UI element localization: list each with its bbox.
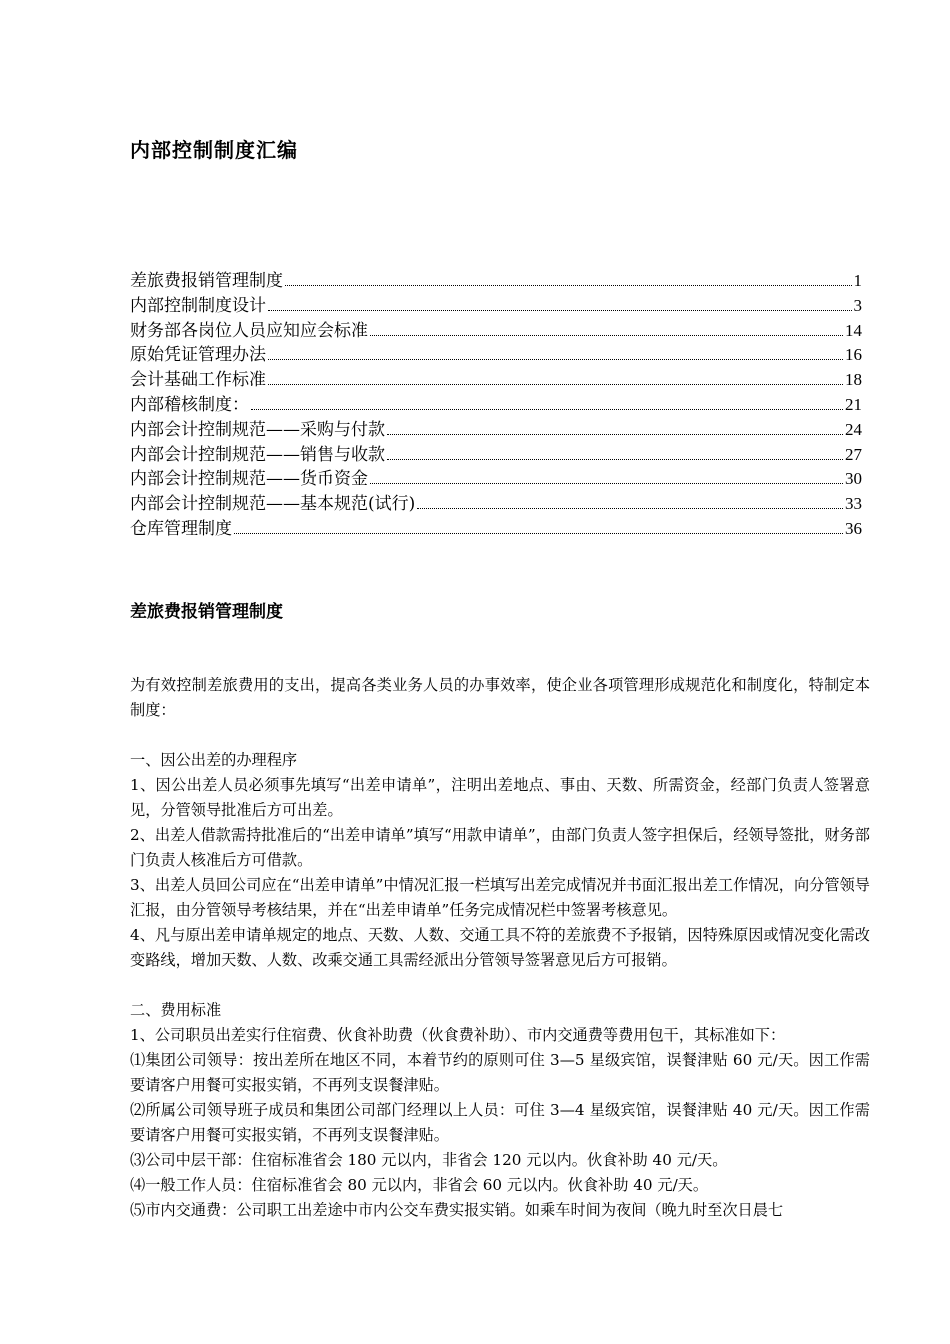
intro-paragraph: 为有效控制差旅费用的支出，提高各类业务人员的办事效率，使企业各项管理形成规范化和制度化，特制定本制度：: [130, 676, 870, 719]
part2-item: ⑶公司中层干部：住宿标准省会 180 元以内，非省会 120 元以内。伙食补助 40 元/天。: [130, 1151, 728, 1169]
toc-leader-dots: [234, 532, 843, 534]
toc-leader-dots: [417, 507, 843, 509]
toc-entry[interactable]: [130, 443, 862, 468]
section-title: 差旅费报销管理制度: [130, 602, 283, 622]
toc-entry[interactable]: [130, 368, 862, 393]
toc-leader-dots: [251, 408, 843, 410]
toc-entry-page: 36: [845, 518, 862, 538]
part1-item: 1、因公出差人员必须事先填写“出差申请单”，注明出差地点、事由、天数、所需资金，经部门负责人签署意见，分管领导批准后方可出差。: [130, 776, 870, 819]
toc-entry[interactable]: [130, 269, 862, 294]
toc-entry-label: 内部稽核制度：: [130, 394, 249, 415]
toc-entry-page: 30: [845, 469, 862, 489]
toc-entry[interactable]: [130, 418, 862, 443]
toc-leader-dots: [268, 309, 852, 311]
toc-entry[interactable]: [130, 294, 862, 319]
toc-entry-page: 16: [845, 345, 862, 365]
toc-entry-page: 14: [845, 320, 862, 340]
toc-leader-dots: [268, 383, 843, 385]
toc-entry-label: 会计基础工作标准: [130, 370, 266, 391]
toc-entry[interactable]: [130, 319, 862, 344]
toc-entry[interactable]: [130, 492, 862, 517]
document-title: 内部控制制度汇编: [130, 138, 298, 162]
toc-entry-page: 21: [845, 394, 862, 414]
toc-leader-dots: [268, 358, 843, 360]
toc-entry-page: 18: [845, 370, 862, 390]
part2-item: ⑴集团公司领导：按出差所在地区不同，本着节约的原则可住 3—5 星级宾馆，误餐津贴 60 元/天。因工作需要请客户用餐可实报实销，不再列支误餐津贴。: [130, 1051, 870, 1094]
part2-item: ⑷一般工作人员：住宿标准省会 80 元以内，非省会 60 元以内。伙食补助 40 元/天。: [130, 1176, 709, 1194]
toc-entry-page: 33: [845, 494, 862, 514]
toc-entry[interactable]: [130, 467, 862, 492]
toc-entry-label: 内部会计控制规范——基本规范(试行): [130, 494, 416, 515]
toc-leader-dots: [370, 334, 843, 336]
part2-item: 1、公司职员出差实行住宿费、伙食补助费（伙食费补助）、市内交通费等费用包干，其标准如下：: [130, 1026, 786, 1044]
toc-entry-page: 1: [853, 271, 862, 290]
part1-item: 4、凡与原出差申请单规定的地点、天数、人数、交通工具不符的差旅费不予报销，因特殊原因或情况变化需改变路线，增加天数、人数、改乘交通工具需经派出分管领导签署意见后方可报销。: [130, 926, 870, 969]
toc-entry-label: 内部会计控制规范——采购与付款: [130, 419, 385, 440]
toc-entry-label: 内部控制制度设计: [130, 295, 266, 316]
toc-entry-label: 内部会计控制规范——销售与收款: [130, 444, 385, 465]
toc-leader-dots: [387, 433, 843, 435]
toc-entry-page: 24: [845, 419, 862, 439]
toc-entry-label: 仓库管理制度: [130, 518, 232, 539]
toc-entry-label: 财务部各岗位人员应知应会标准: [130, 320, 368, 341]
part2-item: ⑸市内交通费：公司职工出差途中市内公交车费实报实销。如乘车时间为夜间（晚九时至次日晨七: [130, 1201, 784, 1219]
toc-entry-label: 原始凭证管理办法: [130, 345, 266, 366]
toc-entry-label: 内部会计控制规范——货币资金: [130, 469, 368, 490]
toc-entry[interactable]: [130, 393, 862, 418]
part1-item: 2、出差人借款需持批准后的“出差申请单”填写“用款申请单”，由部门负责人签字担保后，经领导签批，财务部门负责人核准后方可借款。: [130, 826, 870, 869]
toc-entry-page: 27: [845, 444, 862, 464]
toc-entry[interactable]: [130, 343, 862, 368]
part1-item: 3、出差人员回公司应在“出差申请单”中情况汇报一栏填写出差完成情况并书面汇报出差工作情况，向分管领导汇报，由分管领导考核结果，并在“出差申请单”任务完成情况栏中签署考核意见。: [130, 876, 870, 919]
part2-heading: 二、费用标准: [130, 1001, 222, 1019]
table-of-contents: [130, 269, 862, 542]
part1-heading: 一、因公出差的办理程序: [130, 751, 298, 769]
toc-entry-label: 差旅费报销管理制度: [130, 271, 283, 291]
toc-leader-dots: [387, 458, 843, 460]
part2-item: ⑵所属公司领导班子成员和集团公司部门经理以上人员：可住 3—4 星级宾馆，误餐津贴 40 元/天。因工作需要请客户用餐可实报实销，不再列支误餐津贴。: [130, 1101, 870, 1144]
toc-entry[interactable]: [130, 517, 862, 542]
toc-leader-dots: [285, 284, 852, 286]
toc-entry-page: 3: [853, 295, 862, 315]
toc-leader-dots: [370, 482, 843, 484]
